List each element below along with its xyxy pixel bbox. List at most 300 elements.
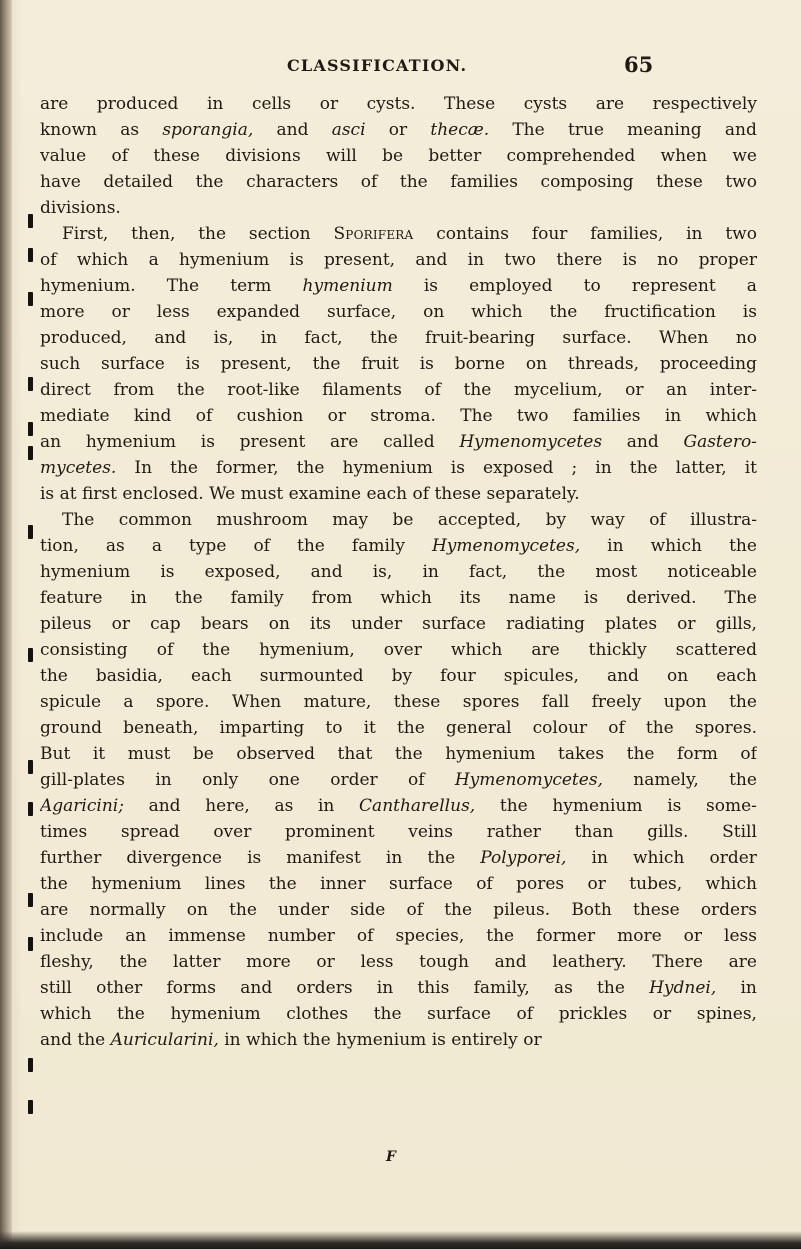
text-word: gills, xyxy=(715,614,757,634)
text-word: kind xyxy=(133,406,172,426)
text-word: colour xyxy=(532,718,588,738)
text-word: two xyxy=(504,250,536,270)
text-line xyxy=(40,637,757,663)
text-word: employed xyxy=(469,276,553,296)
text-word: beneath, xyxy=(123,718,199,738)
text-word: We xyxy=(209,484,236,504)
text-word: family xyxy=(230,588,284,608)
text-word: Agaricini; xyxy=(40,796,124,816)
text-word: on xyxy=(268,614,290,634)
text-word: the xyxy=(486,926,515,946)
text-word: hymenium xyxy=(336,1030,427,1050)
text-word: and xyxy=(626,432,659,452)
text-word: the xyxy=(229,900,257,920)
text-word: Hymenomycetes, xyxy=(454,770,603,790)
text-word: the xyxy=(626,744,655,764)
text-word: two xyxy=(516,406,549,426)
text-word: latter xyxy=(173,952,221,972)
text-word: hymenium xyxy=(91,874,182,894)
text-word: present xyxy=(239,432,306,452)
text-word: will xyxy=(325,146,357,166)
text-line xyxy=(40,429,757,455)
text-word: in xyxy=(224,1030,241,1050)
text-word: illustra- xyxy=(690,510,757,530)
text-word: imparting xyxy=(219,718,305,738)
text-word: hymenium xyxy=(342,458,433,478)
text-word: known xyxy=(40,120,97,140)
text-word: latter, xyxy=(675,458,727,478)
text-word: Auricularini, xyxy=(110,1030,219,1050)
text-word: is xyxy=(185,354,200,374)
text-line xyxy=(40,793,757,819)
text-word: less xyxy=(360,952,394,972)
text-word: are xyxy=(40,94,69,114)
text-word: hymenium xyxy=(170,1004,261,1024)
text-word: manifest xyxy=(286,848,361,868)
text-word: namely, xyxy=(633,770,699,790)
text-line xyxy=(40,403,757,429)
text-word: here, xyxy=(205,796,250,816)
text-word: the xyxy=(645,718,674,738)
text-line xyxy=(40,975,757,1001)
text-word: most xyxy=(595,562,638,582)
text-word: hymenium xyxy=(302,276,393,296)
text-word: of xyxy=(649,510,666,530)
text-word: a xyxy=(746,276,757,296)
text-word: may xyxy=(332,510,369,530)
text-word: this xyxy=(417,978,450,998)
text-word: In xyxy=(134,458,153,478)
text-word: The xyxy=(62,510,95,530)
text-word: represent xyxy=(631,276,716,296)
text-word: upon xyxy=(663,692,707,712)
text-line xyxy=(40,143,757,169)
text-word: borne xyxy=(454,354,506,374)
text-word: respectively xyxy=(652,94,757,114)
text-word: the xyxy=(729,770,757,790)
text-word: the xyxy=(399,172,428,192)
text-word: in xyxy=(376,978,394,998)
text-word: ground xyxy=(40,718,103,738)
text-line xyxy=(40,819,757,845)
text-word: to xyxy=(325,718,343,738)
text-word: each xyxy=(366,484,408,504)
text-word: on xyxy=(666,666,689,686)
text-word: on xyxy=(186,900,208,920)
text-word: former, xyxy=(216,458,279,478)
text-line xyxy=(40,533,757,559)
text-word: root-like xyxy=(227,380,300,400)
text-word: the xyxy=(296,458,325,478)
text-word: surface xyxy=(388,874,453,894)
text-word: divisions xyxy=(225,146,301,166)
text-word: comprehended xyxy=(506,146,636,166)
text-word: in xyxy=(155,770,172,790)
text-word: exposed xyxy=(483,458,554,478)
text-word: former xyxy=(536,926,596,946)
text-word: produced, xyxy=(40,328,127,348)
margin-mark xyxy=(28,937,33,951)
text-word: four xyxy=(440,666,476,686)
text-word: of xyxy=(476,874,493,894)
text-word: mycetes. xyxy=(40,458,117,478)
text-word: surface xyxy=(422,614,486,634)
text-word: Still xyxy=(722,822,757,842)
margin-mark xyxy=(28,446,33,460)
text-word: we xyxy=(732,146,757,166)
text-line xyxy=(40,923,757,949)
margin-mark xyxy=(28,893,33,907)
text-word: must xyxy=(127,744,171,764)
text-word: in xyxy=(422,562,439,582)
text-word: is xyxy=(667,796,682,816)
text-word: pileus xyxy=(40,614,92,634)
text-word: or xyxy=(327,406,347,426)
text-word: it xyxy=(363,718,376,738)
text-line xyxy=(40,299,757,325)
margin-mark xyxy=(28,377,33,391)
text-word: called xyxy=(383,432,435,452)
text-line xyxy=(40,117,757,143)
text-word: is xyxy=(742,302,757,322)
text-word: cap xyxy=(150,614,181,634)
text-word: hymenium xyxy=(445,744,536,764)
text-line xyxy=(40,767,757,793)
text-word: hymenium xyxy=(40,562,131,582)
text-word: gills. xyxy=(647,822,689,842)
page-bottom-edge xyxy=(0,1231,801,1249)
text-word: are xyxy=(531,640,560,660)
text-word: Hymenomycetes xyxy=(459,432,603,452)
text-line xyxy=(40,663,757,689)
text-line xyxy=(40,1027,757,1053)
text-word: are xyxy=(595,94,625,114)
text-word: four xyxy=(531,224,568,244)
text-word: as xyxy=(105,536,125,556)
page-header xyxy=(0,52,801,84)
text-word: First, xyxy=(62,224,109,244)
text-word: less xyxy=(156,302,190,322)
text-word: spore. xyxy=(155,692,210,712)
text-word: the xyxy=(170,458,198,478)
text-word: the xyxy=(427,848,456,868)
text-word: of xyxy=(40,250,57,270)
text-word: there xyxy=(556,250,603,270)
text-word: radiating xyxy=(506,614,585,634)
margin-mark xyxy=(28,648,33,662)
text-word: over xyxy=(213,822,252,842)
text-line xyxy=(40,351,757,377)
text-word: divergence xyxy=(126,848,222,868)
text-word: as xyxy=(120,120,140,140)
text-line xyxy=(40,611,757,637)
text-word: the xyxy=(597,978,625,998)
text-word: meaning xyxy=(627,120,702,140)
text-word: species, xyxy=(395,926,465,946)
text-word: in xyxy=(686,224,703,244)
text-word: it xyxy=(744,458,757,478)
text-word: that xyxy=(337,744,373,764)
text-word: in xyxy=(130,588,147,608)
text-word: derived. xyxy=(626,588,697,608)
text-word: an xyxy=(125,926,147,946)
text-word: the xyxy=(176,380,205,400)
text-word: The xyxy=(460,406,493,426)
text-line xyxy=(40,273,757,299)
text-line xyxy=(40,741,757,767)
text-word: of xyxy=(111,146,129,166)
text-word: spores xyxy=(462,692,520,712)
text-word: examine xyxy=(288,484,362,504)
text-word: produced xyxy=(96,94,179,114)
text-word: more xyxy=(40,302,85,322)
text-word: family, xyxy=(473,978,530,998)
text-word: in xyxy=(591,848,608,868)
text-word: or xyxy=(388,120,408,140)
text-word: these xyxy=(393,692,441,712)
text-word: basidia, xyxy=(95,666,163,686)
text-word: from xyxy=(311,588,353,608)
text-word: the xyxy=(174,588,203,608)
text-word: is xyxy=(200,432,215,452)
text-word: is xyxy=(247,848,262,868)
text-word: the xyxy=(312,354,341,374)
text-word: the xyxy=(729,536,757,556)
text-word: pores xyxy=(516,874,565,894)
text-word: of xyxy=(356,926,374,946)
text-word: is xyxy=(419,354,434,374)
margin-mark xyxy=(28,248,33,262)
text-word: or xyxy=(683,926,703,946)
text-word: are xyxy=(728,952,757,972)
text-word: first xyxy=(81,484,117,504)
text-word: families, xyxy=(590,224,664,244)
text-word: ; xyxy=(571,458,578,478)
text-word: in xyxy=(260,328,278,348)
text-word: thecæ. xyxy=(430,120,490,140)
text-word: or xyxy=(319,94,339,114)
text-word: is xyxy=(622,250,637,270)
body-text xyxy=(40,91,757,1053)
text-word: is, xyxy=(372,562,393,582)
text-word: the xyxy=(396,718,425,738)
text-word: way xyxy=(590,510,625,530)
text-word: separately. xyxy=(486,484,580,504)
text-word: the xyxy=(297,536,325,556)
text-word: bears xyxy=(200,614,249,634)
text-word: under xyxy=(278,900,330,920)
text-line xyxy=(40,195,757,221)
text-word: one xyxy=(268,770,300,790)
text-word: a xyxy=(148,250,159,270)
text-word: fruit xyxy=(361,354,399,374)
text-word: and xyxy=(276,120,309,140)
text-word: include xyxy=(40,926,104,946)
text-word: present, xyxy=(220,354,292,374)
text-word: spicules, xyxy=(503,666,579,686)
text-word: surface, xyxy=(326,302,397,322)
text-word: section xyxy=(248,224,311,244)
text-word: form xyxy=(677,744,718,764)
text-word: as xyxy=(274,796,294,816)
text-word: value xyxy=(40,146,87,166)
text-word: Hymenomycetes, xyxy=(431,536,581,556)
text-word: which xyxy=(632,848,685,868)
text-word: Gastero- xyxy=(683,432,757,452)
text-word: the xyxy=(549,302,578,322)
text-word: in xyxy=(595,458,612,478)
text-word: and xyxy=(494,952,527,972)
text-word: and xyxy=(40,1030,72,1050)
text-word: in xyxy=(207,94,224,114)
text-word: is xyxy=(431,1030,446,1050)
text-word: mycelium, xyxy=(513,380,603,400)
text-word: spines, xyxy=(696,1004,757,1024)
text-word: of xyxy=(253,536,270,556)
text-word: and xyxy=(310,562,343,582)
text-word: these xyxy=(633,900,680,920)
text-word: detailed xyxy=(103,172,174,192)
text-line xyxy=(40,949,757,975)
text-word: or xyxy=(625,380,644,400)
text-word: number xyxy=(267,926,335,946)
text-word: mature, xyxy=(303,692,372,712)
text-line xyxy=(40,455,757,481)
text-word: it xyxy=(92,744,106,764)
text-word: scattered xyxy=(675,640,757,660)
text-word: such xyxy=(40,354,81,374)
text-word: the xyxy=(394,744,423,764)
text-word: gill-plates xyxy=(40,770,126,790)
text-word: two xyxy=(725,224,757,244)
text-word: fleshy, xyxy=(40,952,94,972)
text-word: be xyxy=(382,146,404,166)
text-word: tough xyxy=(419,952,469,972)
text-word: side xyxy=(350,900,386,920)
text-word: or xyxy=(111,614,130,634)
text-word: hymenium xyxy=(552,796,643,816)
text-word: more xyxy=(246,952,291,972)
text-word: two xyxy=(725,172,757,192)
text-word: order xyxy=(709,848,757,868)
text-word: and xyxy=(606,666,639,686)
text-word: which xyxy=(76,250,129,270)
margin-mark xyxy=(28,1100,33,1114)
text-word: is xyxy=(160,562,175,582)
text-word: the xyxy=(729,692,757,712)
text-word: no xyxy=(657,250,679,270)
text-word: no xyxy=(735,328,757,348)
text-word: Polyporei, xyxy=(480,848,567,868)
text-line xyxy=(40,559,757,585)
text-word: is xyxy=(423,276,439,296)
text-word: thickly xyxy=(588,640,647,660)
text-word: the xyxy=(537,562,566,582)
text-word: over xyxy=(383,640,422,660)
text-word: clothes xyxy=(286,1004,349,1024)
text-word: spicule xyxy=(40,692,102,712)
text-word: less xyxy=(724,926,757,946)
printer-signature: F xyxy=(386,1149,396,1165)
text-word: freely xyxy=(591,692,642,712)
text-word: and xyxy=(415,250,448,270)
running-title: CLASSIFICATION. xyxy=(287,56,468,75)
text-line xyxy=(40,871,757,897)
text-word: on xyxy=(423,302,445,322)
text-word: veins xyxy=(408,822,454,842)
text-word: in xyxy=(318,796,335,816)
margin-mark xyxy=(28,525,33,539)
text-word: Cantharellus, xyxy=(359,796,476,816)
text-word: when xyxy=(660,146,708,166)
text-word: must xyxy=(240,484,284,504)
text-word: under xyxy=(351,614,403,634)
margin-mark xyxy=(28,1058,33,1072)
text-line xyxy=(40,221,757,247)
text-line xyxy=(40,1001,757,1027)
text-word: of xyxy=(407,770,425,790)
margin-mark xyxy=(28,214,33,228)
text-word: filaments xyxy=(322,380,402,400)
text-word: orders xyxy=(700,900,757,920)
text-word: inner xyxy=(320,874,366,894)
text-word: of xyxy=(740,744,757,764)
text-word: other xyxy=(96,978,143,998)
text-word: the xyxy=(195,172,224,192)
text-word: cells xyxy=(251,94,292,114)
text-word: mushroom xyxy=(216,510,308,530)
text-line xyxy=(40,585,757,611)
text-word: by xyxy=(391,666,413,686)
text-word: hymenium xyxy=(85,432,177,452)
text-word: the xyxy=(444,900,473,920)
text-word: or xyxy=(677,614,696,634)
text-word: characters xyxy=(246,172,339,192)
text-word: of xyxy=(156,640,174,660)
text-word: the xyxy=(202,640,231,660)
text-line xyxy=(40,507,757,533)
text-word: order xyxy=(330,770,378,790)
text-word: more xyxy=(617,926,662,946)
text-line xyxy=(40,845,757,871)
text-word: entirely xyxy=(451,1030,518,1050)
text-word: spread xyxy=(120,822,180,842)
text-word: these xyxy=(656,172,703,192)
text-word: expanded xyxy=(216,302,301,322)
text-word: fructification xyxy=(604,302,716,322)
text-word: or xyxy=(652,1004,672,1024)
text-word: the xyxy=(499,796,528,816)
text-word: or xyxy=(111,302,130,322)
text-word: the xyxy=(373,1004,402,1024)
text-word: in xyxy=(664,406,682,426)
text-word: lines xyxy=(204,874,246,894)
text-line xyxy=(40,481,757,507)
text-word: contains xyxy=(436,224,509,244)
text-word: is xyxy=(289,250,304,270)
text-word: normally xyxy=(89,900,166,920)
text-word: Both xyxy=(571,900,612,920)
text-word: name xyxy=(508,588,556,608)
text-word: Sporifera xyxy=(333,224,414,244)
text-word: takes xyxy=(558,744,605,764)
text-word: still xyxy=(40,978,72,998)
text-word: fact, xyxy=(469,562,508,582)
text-line xyxy=(40,91,757,117)
text-word: only xyxy=(202,770,239,790)
text-word: a xyxy=(123,692,134,712)
text-word: exposed, xyxy=(204,562,281,582)
